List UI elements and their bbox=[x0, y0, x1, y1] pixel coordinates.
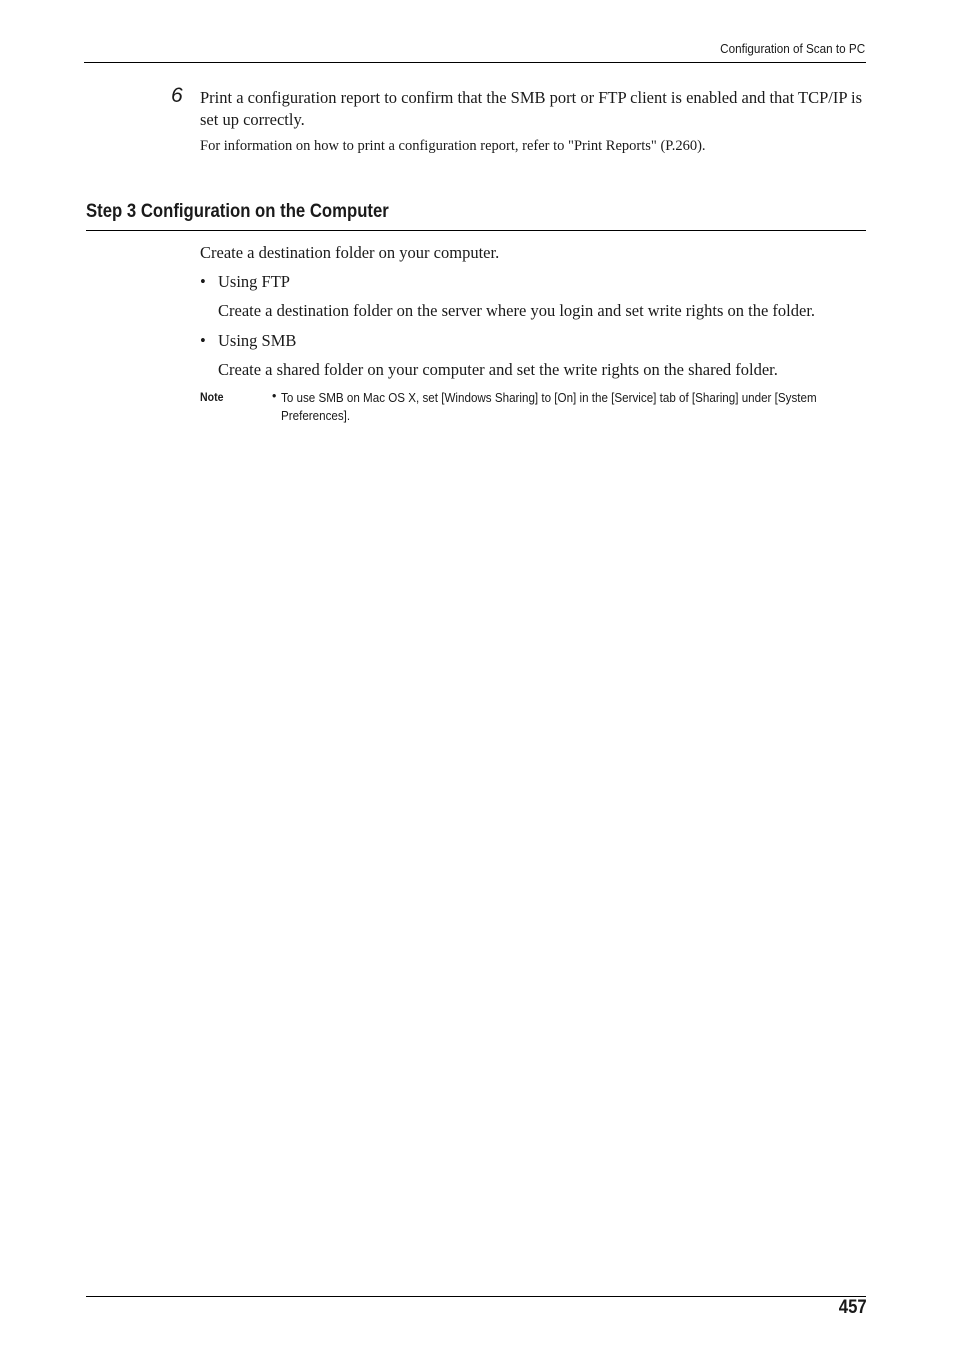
header-title: Configuration of Scan to PC bbox=[719, 41, 865, 56]
list-item-title: Using SMB bbox=[218, 331, 297, 350]
bullet-icon: • bbox=[200, 331, 206, 350]
step-number: 6 bbox=[171, 84, 183, 107]
note-label: Note bbox=[200, 390, 224, 404]
list-item-description: Create a shared folder on your computer and set the write rights on the shared folder. bbox=[218, 360, 778, 379]
header-divider bbox=[84, 62, 866, 63]
bullet-icon: • bbox=[200, 272, 206, 291]
section-heading: Step 3 Configuration on the Computer bbox=[86, 201, 389, 222]
list-item-ftp bbox=[200, 271, 290, 293]
footer-divider bbox=[86, 1296, 866, 1297]
list-item-smb bbox=[200, 330, 296, 352]
step-reference: For information on how to print a configuration report, refer to "Print Reports" (P.260). bbox=[200, 138, 706, 154]
note-text: To use SMB on Mac OS X, set [Windows Sharing] to [On] in the [Service] tab of [Sharing] under [System Preferences]. bbox=[281, 391, 817, 423]
section-divider bbox=[86, 230, 866, 231]
note-bullet-icon: • bbox=[272, 389, 277, 403]
step-instruction: Print a configuration report to confirm that the SMB port or FTP client is enabled and that TCP/IP is set up correctly. bbox=[200, 88, 863, 129]
section-intro: Create a destination folder on your computer. bbox=[200, 243, 500, 262]
list-item-description: Create a destination folder on the server where you login and set write rights on the folder. bbox=[218, 301, 816, 320]
page-number: 457 bbox=[839, 1297, 867, 1318]
list-item-title: Using FTP bbox=[218, 272, 290, 291]
